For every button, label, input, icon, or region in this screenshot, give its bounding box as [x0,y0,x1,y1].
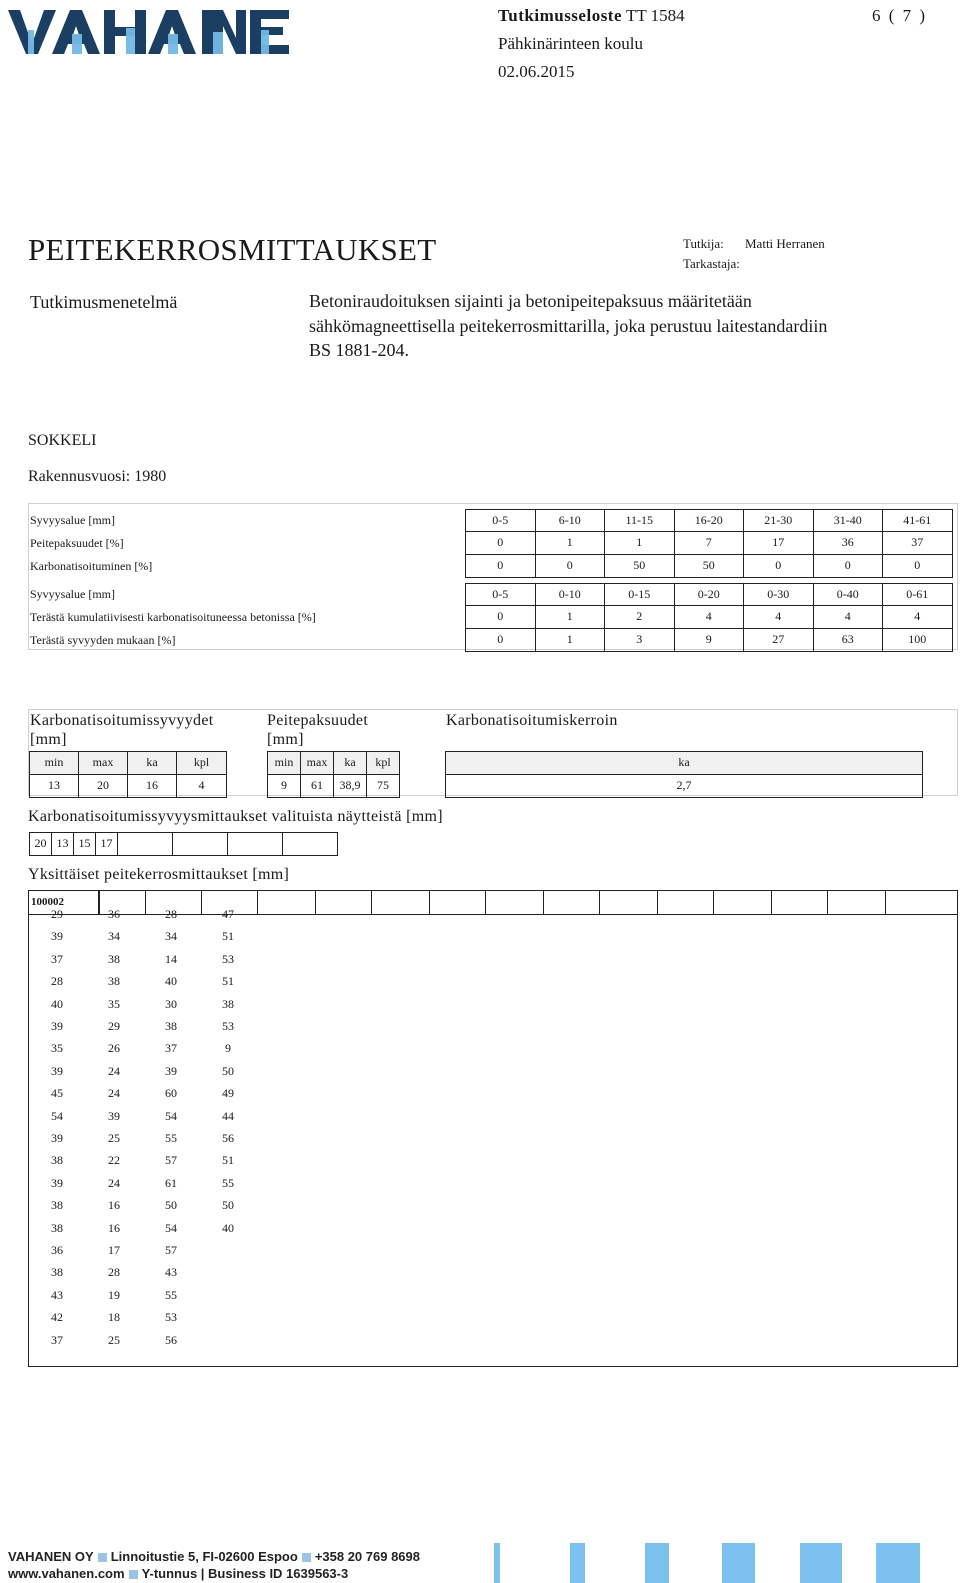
measurement-header-divider [257,891,258,915]
measurement-value: 39 [51,929,63,944]
measurement-value: 36 [51,1243,63,1257]
measurement-value: 55 [165,1131,177,1145]
depth-table-cell: 4 [743,606,814,629]
depth-table-cell: 0 [535,555,606,578]
measurement-value: 51 [222,974,234,989]
footer-decor-bar [722,1543,755,1583]
measurement-value: 16 [108,1220,120,1235]
measurement-id: 100002 [29,891,99,914]
depth-table-cell: 0-10 [535,583,606,606]
peite-value-ka: 38,9 [333,774,367,798]
measurement-value: 47 [222,907,234,921]
tutkija-value: Matti Herranen [745,236,825,251]
measurement-value: 38 [222,996,234,1011]
footer-square-icon [129,1570,138,1579]
measurement-value: 24 [108,1063,120,1078]
measurement-value: 14 [165,951,177,966]
peite-value-max: 61 [300,774,334,798]
measurement-value: 50 [165,1198,177,1213]
measurement-value: 25 [108,1131,120,1145]
kerroin-title: Karbonatisoitumiskerroin [446,712,618,729]
depth-table-cell: 2 [604,606,675,629]
karb-header-min: min [29,751,79,775]
method-text: Betoniraudoituksen sijainti ja betonipeitepaksuus määritetään sähkömagneettisella peitekerrosmittarilla, joka perustuu laitestandardiin BS 1881-204. [309,291,828,360]
measurement-value: 29 [51,907,63,921]
depth-table-cell: 0 [465,629,536,652]
measurement-value: 53 [222,951,234,966]
depth-table-cell: 0-61 [882,583,953,606]
depth-table-cell: 0 [465,532,536,555]
measurement-value: 24 [108,1175,120,1190]
karb-value-kpl: 4 [176,774,227,798]
depth-table-cell: 4 [674,606,745,629]
measurement-value: 44 [222,1108,234,1123]
depth-table-cell: 1 [604,532,675,555]
measurement-value: 53 [165,1310,177,1325]
footer-line-2 [8,1566,348,1581]
measurement-value: 38 [165,1019,177,1033]
measurement-value: 43 [165,1265,177,1280]
depth-table-cell: 37 [882,532,953,555]
measurement-header-divider [713,891,714,915]
footer-square-icon [98,1553,107,1562]
karb-header-kpl: kpl [176,751,227,775]
measurement-header-divider [201,891,202,915]
measurement-value: 43 [51,1287,63,1302]
measurement-value: 9 [225,1041,231,1056]
measurement-value: 42 [51,1310,63,1325]
measurement-value: 39 [51,1175,63,1190]
measurement-value: 38 [51,1265,63,1280]
peite-header-max: max [300,751,334,775]
depth-table-cell: 1 [535,606,606,629]
karb-header-ka: ka [127,751,177,775]
depth-table-cell: 9 [674,629,745,652]
depth-table-cell: 0-5 [465,509,536,532]
measurement-value: 54 [51,1108,63,1123]
measurement-value: 38 [51,1153,63,1168]
depth-table-cell: 0-20 [674,583,745,606]
measurement-value: 38 [108,951,120,966]
measurement-value: 49 [222,1086,234,1101]
karb-summary-grid [29,751,226,797]
depth-table-row [465,532,953,555]
footer-decor-bar [570,1543,585,1583]
measurement-value: 18 [108,1310,120,1325]
measurement-value: 35 [108,996,120,1011]
measurement-value: 40 [51,996,63,1011]
measurement-value: 39 [108,1108,120,1123]
peite-value-min: 9 [267,774,301,798]
measurement-value: 57 [165,1243,177,1257]
depth-table-cell: 50 [604,555,675,578]
measurement-value: 24 [108,1086,120,1101]
measurement-value: 55 [222,1175,234,1190]
build-year: Rakennusvuosi: 1980 [28,468,167,485]
measurement-value: 51 [222,929,234,944]
depth-table-cell: 0-5 [465,583,536,606]
depth-table-cell: 4 [813,606,884,629]
page-number: 6 ( 7 ) [872,6,928,25]
sample-depths-grid [29,832,337,855]
footer-decor-bar [800,1543,842,1583]
measurement-value: 29 [108,1019,120,1033]
depth-table-cell: 6-10 [535,509,606,532]
report-identifier: Tutkimusseloste TT 1584 [498,6,685,25]
peite-header-ka: ka [333,751,367,775]
measurement-value: 38 [51,1198,63,1213]
depth-table-cell: 0 [465,606,536,629]
measurement-value: 39 [51,1131,63,1145]
sample-depths-title: Karbonatisoitumissyvyysmittaukset valituista näytteistä [mm] [28,808,443,825]
depth-table-row-label: Syvyysalue [mm] [30,513,115,527]
measurement-header-divider [371,891,372,915]
measurement-value: 39 [165,1063,177,1078]
depth-table-cell: 21-30 [743,509,814,532]
footer-business-id: Y-tunnus | Business ID 1639563-3 [141,1566,349,1581]
depth-table-row-label: Syvyysalue [mm] [30,587,115,601]
measurement-value: 54 [165,1108,177,1123]
vahanen-logo [8,4,290,56]
measurement-value: 38 [51,1220,63,1235]
measurement-value: 26 [108,1041,120,1056]
report-date: 02.06.2015 [498,62,575,81]
depth-table-cell: 1 [535,532,606,555]
depth-table-cell: 36 [813,532,884,555]
measurement-value: 39 [51,1063,63,1078]
depth-table-cell: 63 [813,629,884,652]
karb-value-ka: 16 [127,774,177,798]
footer-line-1 [8,1549,420,1564]
tutkija-label: Tutkija: [683,236,724,251]
footer-square-icon [302,1553,311,1562]
measurement-value: 28 [165,907,177,921]
karbonatisoitumissyvyydet-title: Karbonatisoitumissyvyydet [mm] [30,712,214,748]
measurement-header-divider [885,891,886,915]
sample-depth-empty-cell [282,832,338,856]
measurement-value: 17 [108,1243,120,1257]
peite-value-kpl: 75 [366,774,400,798]
depth-table-cell: 0 [465,555,536,578]
measurement-value: 56 [222,1131,234,1145]
measurement-value: 37 [51,1332,63,1347]
depth-table-cell: 0-40 [813,583,884,606]
kerroin-grid [445,751,922,797]
karb-value-max: 20 [78,774,128,798]
measurement-value: 28 [51,974,63,989]
measurement-value: 57 [165,1153,177,1168]
depth-table-cell: 7 [674,532,745,555]
peite-summary-grid [267,751,399,797]
depth-table-row-label: Terästä syvyyden mukaan [%] [30,633,176,647]
depth-table-cell: 0 [743,555,814,578]
measurement-value: 55 [165,1287,177,1302]
depth-table-row [465,629,953,652]
footer-decor-bar [645,1543,669,1583]
measurement-value: 50 [222,1063,234,1078]
depth-table-cell: 0-15 [604,583,675,606]
measurement-value: 45 [51,1086,63,1101]
measurement-value: 54 [165,1220,177,1235]
sample-depth-cell: 20 [29,832,52,856]
single-measurements-title: Yksittäiset peitekerrosmittaukset [mm] [28,866,290,883]
depth-table-cell: 27 [743,629,814,652]
sample-depth-empty-cell [172,832,228,856]
sample-depth-cell: 13 [51,832,74,856]
measurement-value: 40 [222,1220,234,1235]
method-label: Tutkimusmenetelmä [30,292,178,312]
peite-header-min: min [267,751,301,775]
kerroin-value: 2,7 [445,774,923,798]
footer-company: VAHANEN OY [8,1549,94,1564]
measurement-header-divider [315,891,316,915]
measurement-header-divider [429,891,430,915]
measurement-value: 37 [51,951,63,966]
karb-header-max: max [78,751,128,775]
measurement-value: 53 [222,1019,234,1033]
measurement-header-divider [485,891,486,915]
measurement-value: 35 [51,1041,63,1056]
measurement-header-divider [543,891,544,915]
measurement-value: 56 [165,1332,177,1347]
peitepaksuudet-title: Peitepaksuudet [mm] [267,712,369,748]
depth-table-cell: 0-30 [743,583,814,606]
measurement-value: 19 [108,1287,120,1302]
measurement-value: 51 [222,1153,234,1168]
measurement-value: 39 [51,1019,63,1033]
peite-header-kpl: kpl [366,751,400,775]
measurement-value: 37 [165,1041,177,1056]
depth-table-row [465,606,953,629]
measurement-header-divider [771,891,772,915]
measurement-value: 36 [108,907,120,921]
measurement-value: 61 [165,1175,177,1190]
measurement-value: 25 [108,1332,120,1347]
tarkastaja-label: Tarkastaja: [683,256,740,271]
sample-depth-empty-cell [117,832,173,856]
measurement-value: 28 [108,1265,120,1280]
footer-phone: +358 20 769 8698 [314,1549,420,1564]
footer-decor-bar [494,1543,500,1583]
depth-table-row-label: Karbonatisoituminen [%] [30,559,153,573]
sample-depth-cell: 15 [73,832,96,856]
sample-depth-cell: 17 [95,832,118,856]
karb-value-min: 13 [29,774,79,798]
depth-table-row [465,583,953,606]
depth-table-cell: 0 [813,555,884,578]
footer-decor-bar [876,1543,920,1583]
depth-table-cell: 1 [535,629,606,652]
depth-table-row-label: Terästä kumulatiivisesti karbonatisoituneessa betonissa [%] [30,610,316,624]
measurement-value: 38 [108,974,120,989]
depth-table-row [465,509,953,532]
depth-table-cell: 41-61 [882,509,953,532]
sample-depth-empty-cell [227,832,283,856]
measurement-value: 34 [108,929,120,944]
depth-table-cell: 11-15 [604,509,675,532]
single-measurements-table [28,890,958,1367]
depth-table-cell: 4 [882,606,953,629]
depth-table-cell: 100 [882,629,953,652]
depth-table-cell: 3 [604,629,675,652]
kerroin-header: ka [445,751,923,775]
depth-table-cell: 31-40 [813,509,884,532]
depth-table-cell: 0 [882,555,953,578]
measurement-header-divider [827,891,828,915]
page-title: PEITEKERROSMITTAUKSET [28,232,437,267]
depth-table-cell: 50 [674,555,745,578]
report-school: Pähkinärinteen koulu [498,34,643,53]
depth-table-cell: 17 [743,532,814,555]
measurement-header-divider [657,891,658,915]
section-title: SOKKELI [28,432,97,449]
measurement-header-divider [599,891,600,915]
measurement-value: 50 [222,1198,234,1213]
measurement-value: 22 [108,1153,120,1168]
measurement-value: 16 [108,1198,120,1213]
measurement-value: 34 [165,929,177,944]
depth-table-row [465,555,953,578]
measurement-value: 30 [165,996,177,1011]
measurement-value: 60 [165,1086,177,1101]
footer-address: Linnoitustie 5, FI-02600 Espoo [110,1549,298,1564]
depth-table-cell: 16-20 [674,509,745,532]
footer-web[interactable]: www.vahanen.com [8,1566,125,1581]
depth-table-row-label: Peitepaksuudet [%] [30,536,124,550]
measurement-value: 40 [165,974,177,989]
